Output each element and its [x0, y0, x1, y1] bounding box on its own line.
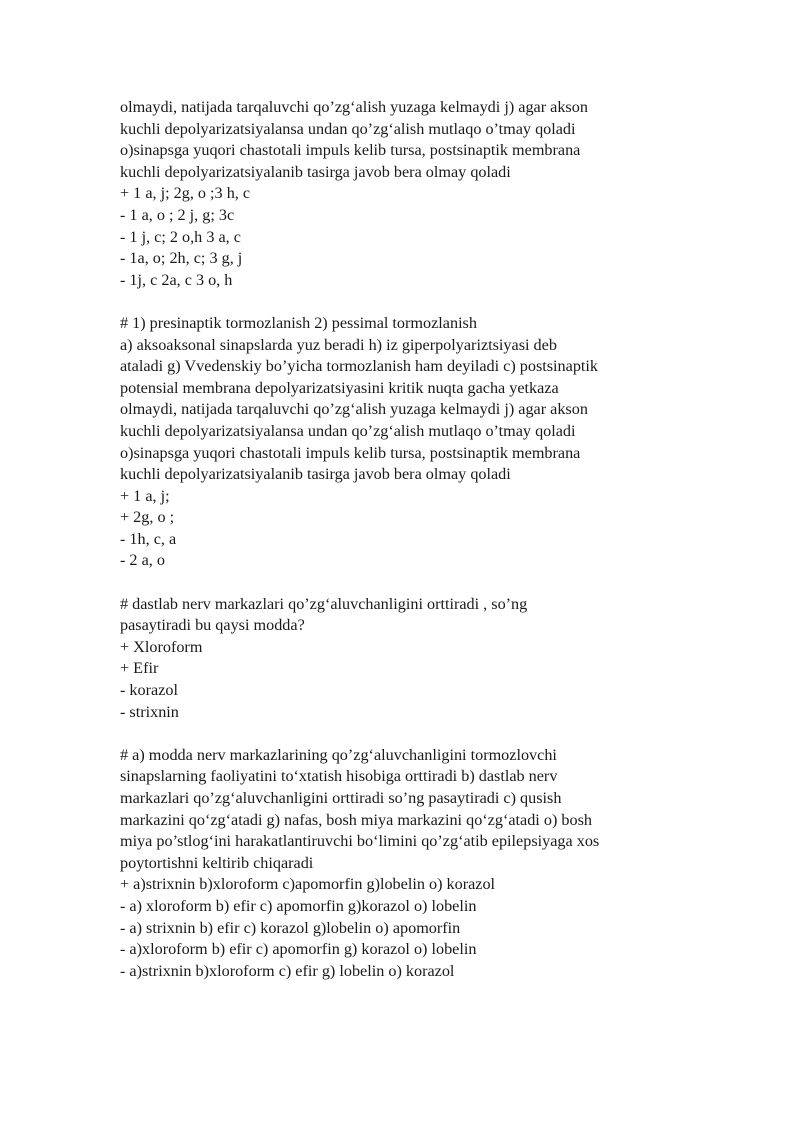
question-text: # a) modda nerv markazlarining qo’zg‘aluvchanligini tormozlovchi — [120, 745, 557, 764]
answer-option: - 1j, c 2a, c 3 o, h — [120, 270, 233, 289]
block-spacer — [120, 723, 690, 745]
block-spacer — [120, 572, 690, 594]
text-line: a) aksoaksonal sinapslarda yuz beradi h) iz giperpolyariztsiyasi deb — [120, 335, 557, 354]
block-spacer — [120, 291, 690, 313]
question-block-matching — [120, 745, 690, 983]
answer-option: - korazol — [120, 681, 178, 700]
text-line: ataladi g) Vvedenskiy bo’yicha tormozlanish ham deyiladi c) postsinaptik — [120, 357, 599, 376]
answer-option: + 1 a, j; — [120, 486, 170, 505]
answer-option: + 1 a, j; 2g, o ;3 h, c — [120, 184, 251, 203]
text-line: miya po’stlog‘ini harakatlantiruvchi bo‘limini qo’zg‘atib epilepsiyaga xos — [120, 832, 600, 851]
text-line: markazini qo‘zg‘atadi g) nafas, bosh miya markazini qo‘zg‘atadi o) bosh — [120, 810, 592, 829]
text-line: kuchli depolyarizatsiyalanib tasirga javob bera olmay qoladi — [120, 465, 511, 484]
text-line: kuchli depolyarizatsiyalansa undan qo’zg‘alish mutlaqo o’tmay qoladi — [120, 119, 576, 138]
answer-option: - a) strixnin b) efir c) korazol g)lobelin o) apomorfin — [120, 918, 461, 937]
question-block-continuation — [120, 97, 690, 291]
text-line: olmaydi, natijada tarqaluvchi qo’zg‘alish yuzaga kelmaydi j) agar akson — [120, 400, 588, 419]
answer-option: + a)strixnin b)xloroform c)apomorfin g)lobelin o) korazol — [120, 875, 496, 894]
question-text: # dastlab nerv markazlari qo’zg‘aluvchanligini orttiradi , so’ng — [120, 594, 528, 613]
answer-option: - strixnin — [120, 702, 179, 721]
answer-option: - 1 j, c; 2 o,h 3 a, c — [120, 227, 241, 246]
text-line: markazlari qo’zg‘aluvchanligini orttiradi so’ng pasaytiradi c) qusish — [120, 789, 562, 807]
text-line: olmaydi, natijada tarqaluvchi qo’zg‘alish yuzaga kelmaydi j) agar akson — [120, 98, 588, 116]
text-line: pasaytiradi bu qaysi modda? — [120, 616, 305, 635]
text-line: o)sinapsga yuqori chastotali impuls kelib tursa, postsinaptik membrana — [120, 443, 581, 462]
text-line: poytortishni keltirib chiqaradi — [120, 853, 314, 872]
answer-option: - 2 a, o — [120, 551, 165, 570]
answer-option: - a)strixnin b)xloroform c) efir g) lobelin o) korazol — [120, 961, 455, 980]
question-block-modda — [120, 594, 690, 724]
answer-option: + 2g, o ; — [120, 508, 175, 527]
answer-option: - a)xloroform b) efir c) apomorfin g) korazol o) lobelin — [120, 940, 477, 959]
answer-option: + Efir — [120, 659, 159, 678]
text-line: sinapslarning faoliyatini to‘xtatish hisobiga orttiradi b) dastlab nerv — [120, 767, 558, 786]
text-line: kuchli depolyarizatsiyalanib tasirga javob bera olmay qoladi — [120, 162, 511, 181]
question-block-tormozlanish — [120, 313, 690, 572]
question-text: # 1) presinaptik tormozlanish 2) pessimal tormozlanish — [120, 313, 477, 332]
answer-option: - 1a, o; 2h, c; 3 g, j — [120, 249, 243, 268]
answer-option: - a) xloroform b) efir c) apomorfin g)korazol o) lobelin — [120, 896, 477, 915]
answer-option: - 1h, c, a — [120, 529, 177, 548]
text-line: kuchli depolyarizatsiyalansa undan qo’zg‘alish mutlaqo o’tmay qoladi — [120, 421, 576, 440]
answer-option: + Xloroform — [120, 637, 203, 656]
answer-option: - 1 a, o ; 2 j, g; 3c — [120, 205, 235, 224]
document-body — [120, 97, 690, 982]
text-line: potensial membrana depolyarizatsiyasini kritik nuqta gacha yetkaza — [120, 378, 559, 397]
text-line: o)sinapsga yuqori chastotali impuls kelib tursa, postsinaptik membrana — [120, 141, 581, 160]
